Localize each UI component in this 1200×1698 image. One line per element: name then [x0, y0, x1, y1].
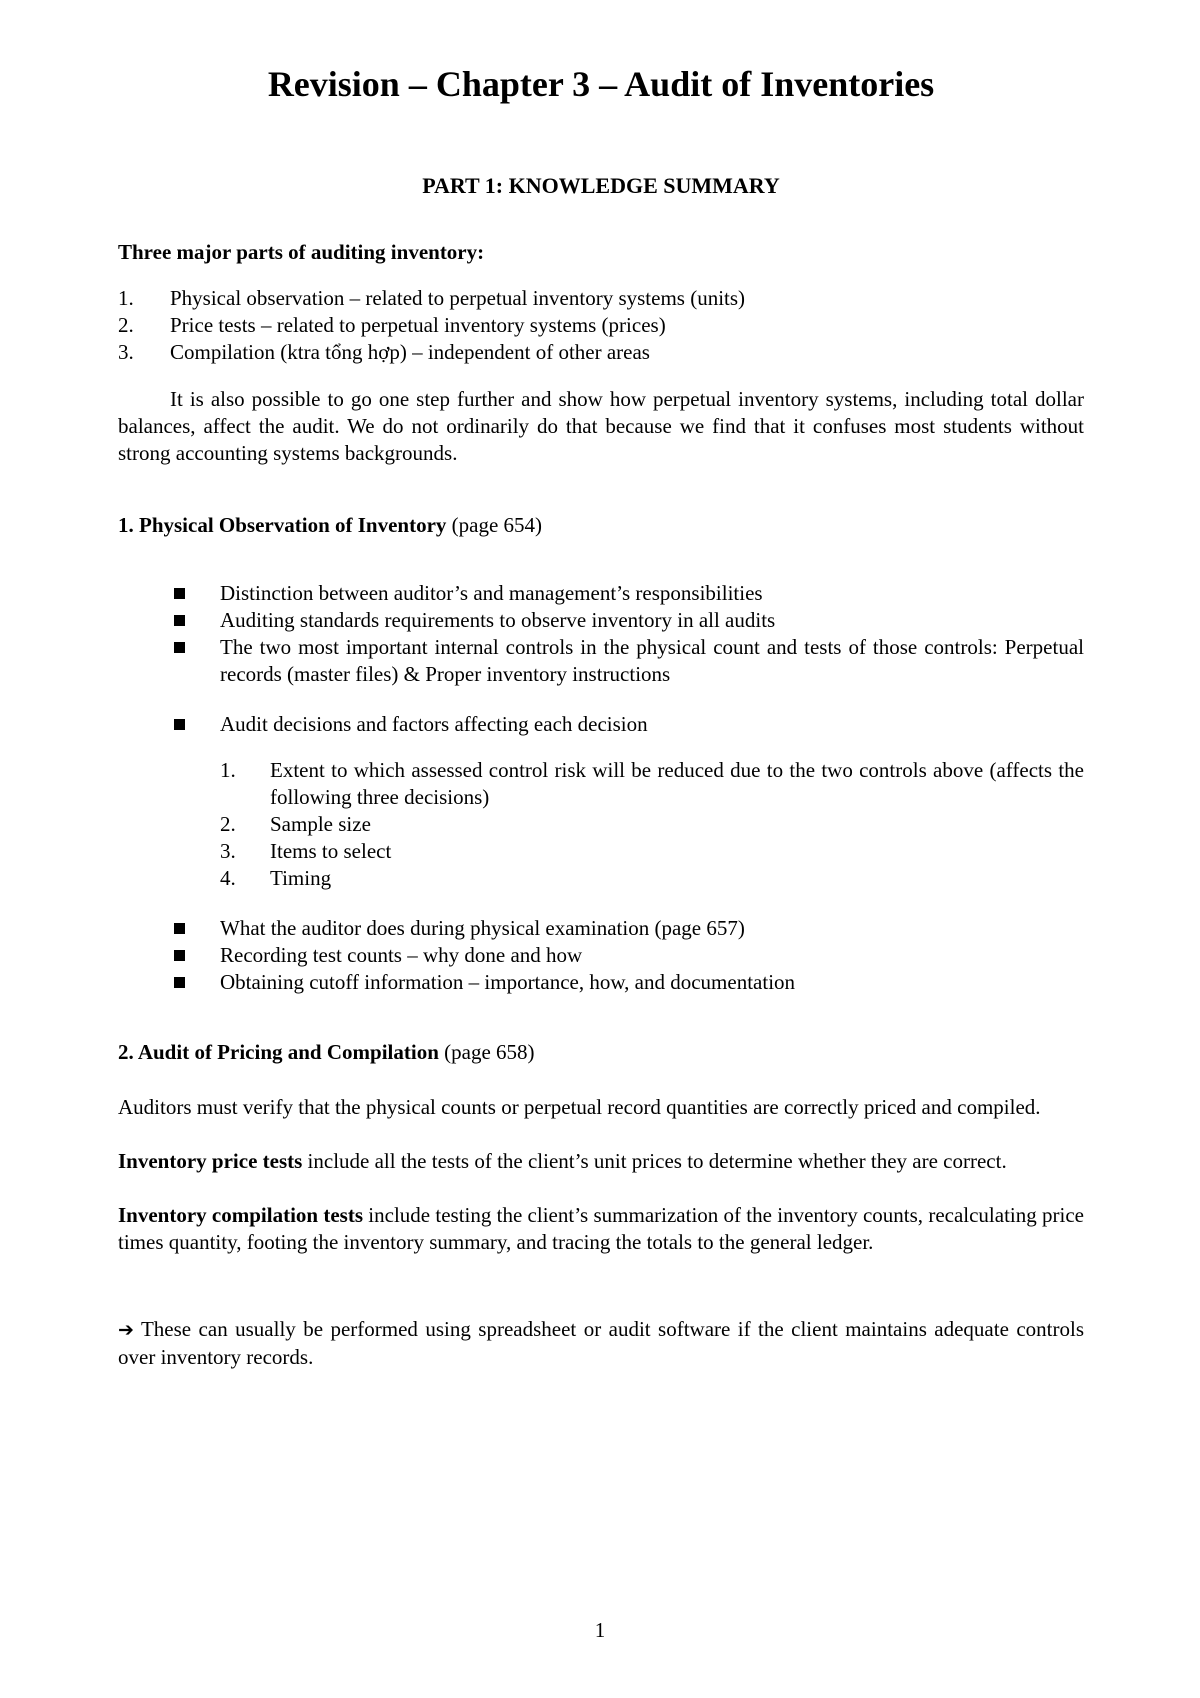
list-item: Audit decisions and factors affecting each decision: [118, 711, 1084, 738]
square-bullet-icon: [174, 719, 185, 730]
part-heading: PART 1: KNOWLEDGE SUMMARY: [422, 173, 780, 198]
square-bullet-icon: [174, 977, 185, 988]
section2-paragraph-3: Inventory compilation tests include testing the client’s summarization of the inventory counts, recalculating price times quantity, footing the inventory summary, and tracing the totals to the general ledger.: [118, 1203, 1084, 1254]
list-item: 4. Timing: [220, 866, 332, 890]
list-item: Obtaining cutoff information – importance, how, and documentation: [118, 969, 1084, 996]
section1-heading: 1. Physical Observation of Inventory (page 654): [118, 513, 543, 537]
list-item: Auditing standards requirements to observe inventory in all audits: [118, 607, 1084, 634]
list-item: 3. Compilation (ktra tổng hợp) – independent of other areas: [118, 340, 650, 364]
list-item: 1. Physical observation – related to perpetual inventory systems (units): [118, 286, 746, 310]
list-item: Recording test counts – why done and how: [118, 942, 1084, 969]
arrow-right-icon: ➔: [118, 1319, 134, 1341]
square-bullet-icon: [174, 923, 185, 934]
list-item: The two most important internal controls in the physical count and tests of those controls: Perpetual records (master files) & Proper inventory instructions: [118, 634, 1084, 688]
square-bullet-icon: [174, 615, 185, 626]
intro-paragraph: It is also possible to go one step further and show how perpetual inventory systems, including total dollar balances, affect the audit. We do not ordinarily do that because we find that it confuses most students without strong accounting systems backgrounds.: [118, 387, 1084, 465]
section2-paragraph-4: ➔ These can usually be performed using spreadsheet or audit software if the client maintains adequate controls over inventory records.: [118, 1317, 1084, 1369]
section1-sub-list: [118, 757, 1084, 892]
section1-bullets-a: [118, 580, 1084, 688]
intro-list: [118, 285, 1084, 366]
square-bullet-icon: [174, 950, 185, 961]
list-item: What the auditor does during physical examination (page 657): [118, 915, 1084, 942]
document-title: Revision – Chapter 3 – Audit of Inventories: [267, 64, 935, 104]
square-bullet-icon: [174, 642, 185, 653]
list-item: Distinction between auditor’s and management’s responsibilities: [118, 580, 1084, 607]
section2-paragraph-1: Auditors must verify that the physical counts or perpetual record quantities are correctly priced and compiled.: [118, 1095, 1041, 1119]
list-item: 3. Items to select: [220, 839, 392, 863]
section1-bullets-c: [118, 915, 1084, 996]
list-item: 2. Price tests – related to perpetual inventory systems (prices): [118, 313, 666, 337]
section2-heading: 2. Audit of Pricing and Compilation (page 658): [118, 1040, 535, 1064]
square-bullet-icon: [174, 588, 185, 599]
page-number: 1: [594, 1618, 606, 1642]
section1-bullet-b: [118, 711, 1084, 738]
list-item: 2. Sample size: [220, 812, 371, 836]
list-item: 1. Extent to which assessed control risk will be reduced due to the two controls above (affects the following three decisions): [220, 758, 1084, 809]
section2-paragraph-2: Inventory price tests include all the tests of the client’s unit prices to determine whether they are correct.: [118, 1149, 1007, 1173]
intro-heading: Three major parts of auditing inventory:: [118, 240, 485, 264]
